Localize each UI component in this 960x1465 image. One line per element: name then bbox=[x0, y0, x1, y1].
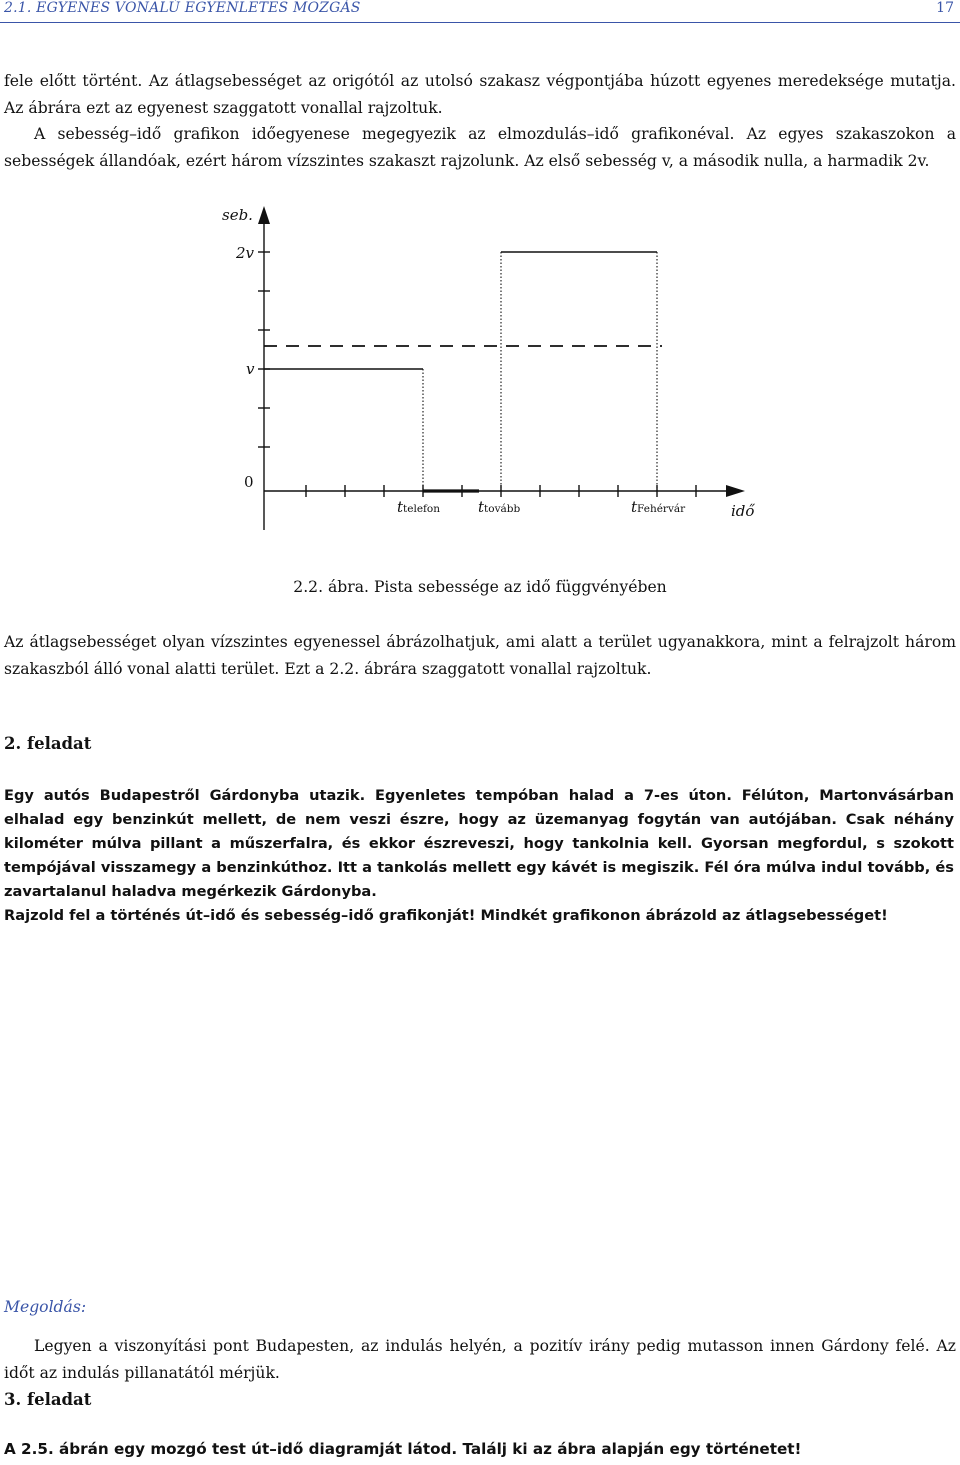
intro-paragraph: fele előtt történt. Az átlagsebességet az origótól az utolsó szakasz végpontjába húzott egyenes meredeksége mutatja. Az ábrára ezt az egyenest szaggatott vonallal rajzoltuk. bbox=[4, 72, 956, 117]
y-tick-label-v: v bbox=[246, 360, 255, 378]
task2-text: Egy autós Budapestről Gárdonyba utazik. Egyenletes tempóban halad a 7-es úton. Félúton, Martonvásárban elhalad egy benzinkút mellett, de nem veszi észre, hogy az üzemanyag fogytán van autójában. Csak néhány kilométer múlva pillant a műszerfalra, és ekkor észreveszi, hogy tankolnia kell. Gyorsan megfordul, s szokott tempójával visszamegy a benzinkúthoz. Itt a tankolás mellett egy kávét is megiszik. Fél óra múlva indul tovább, és zavartalanul haladva megérkezik Gárdonyba. bbox=[4, 787, 954, 900]
velocity-time-figure bbox=[0, 196, 960, 576]
y-axis-arrow bbox=[258, 206, 270, 224]
figure-caption: 2.2. ábra. Pista sebessége az idő függvényében bbox=[293, 578, 667, 596]
x-label-tovabb: ttovább bbox=[478, 498, 521, 516]
section-title: 2.1. EGYENES VONALÚ EGYENLETES MOZGÁS bbox=[4, 0, 361, 16]
solution-label: Megoldás: bbox=[4, 1298, 87, 1316]
x-label-telefon: ttelefon bbox=[397, 498, 441, 516]
task2-heading: 2. feladat bbox=[4, 734, 92, 753]
page-number: 17 bbox=[936, 0, 954, 16]
solution-p1: Legyen a viszonyítási pont Budapesten, az indulás helyén, a pozitív irány pedig mutasson innen Gárdony felé. Az időt az indulás pillanatától mérjük. bbox=[4, 1337, 956, 1382]
x-axis-arrow bbox=[726, 485, 745, 497]
after-figure-paragraph: Az átlagsebességet olyan vízszintes egyenessel ábrázolhatjuk, ami alatt a terület ugyanakkora, mint a felrajzolt három szakaszból álló vonal alatti terület. Ezt a 2.2. ábrára szaggatott vonallal rajzoltuk. bbox=[4, 633, 956, 678]
x-axis-label: idő bbox=[731, 502, 755, 520]
y-tick-label-2v: 2v bbox=[236, 244, 255, 262]
intro-paragraph-2: A sebesség–idő grafikon időegyenese megegyezik az elmozdulás–idő grafikonéval. Az egyes szakaszokon a sebességek állandóak, ezért három vízszintes szakaszt rajzolunk. Az első sebesség v, a második nulla, a harmadik 2v. bbox=[4, 125, 956, 170]
task2-instruction: Rajzold fel a történés út–idő és sebesség–idő grafikonját! Mindkét grafikonon ábrázold az átlagsebességet! bbox=[4, 907, 888, 924]
y-axis-label: seb. bbox=[222, 206, 253, 224]
x-label-fehervar: tFehérvár bbox=[631, 498, 686, 516]
task3-text: A 2.5. ábrán egy mozgó test út–idő diagramját látod. Találj ki az ábra alapján egy történetet! bbox=[4, 1440, 802, 1458]
page-header bbox=[0, 0, 960, 24]
task3-heading: 3. feladat bbox=[4, 1390, 92, 1409]
velocity-time-graph bbox=[0, 196, 960, 576]
y-tick-label-0: 0 bbox=[244, 473, 254, 491]
header-rule bbox=[0, 22, 960, 23]
